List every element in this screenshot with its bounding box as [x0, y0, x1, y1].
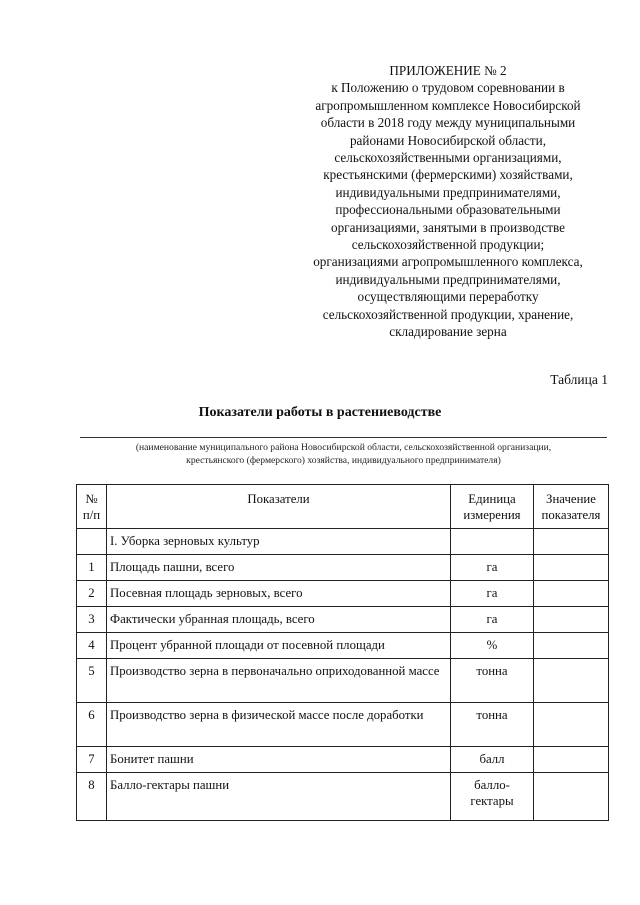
row-num: 8	[77, 773, 107, 821]
table-row	[77, 747, 609, 773]
row-unit: %	[451, 633, 534, 659]
row-value[interactable]	[534, 747, 609, 773]
row-value[interactable]	[534, 703, 609, 747]
row-num: 1	[77, 555, 107, 581]
appendix-line: сельскохозяйственной продукции;	[351, 237, 545, 253]
header-indicator: Показатели	[107, 485, 451, 529]
appendix-line: к Положению о трудовом соревновании в	[331, 80, 565, 96]
appendix-line: районами Новосибирской области,	[349, 132, 547, 148]
row-unit: га	[451, 555, 534, 581]
table-row	[77, 633, 609, 659]
caption-line: (наименование муниципального района Новосибирской области, сельскохозяйственной организации,	[135, 442, 552, 453]
section-value-cell	[534, 529, 609, 555]
appendix-line: индивидуальными предпринимателями,	[335, 271, 561, 287]
section-title: I. Уборка зерновых культур	[107, 529, 451, 555]
table-row	[77, 607, 609, 633]
table-row	[77, 581, 609, 607]
blank-fill-line	[80, 437, 607, 438]
table-row	[77, 555, 609, 581]
table-row	[77, 659, 609, 703]
row-value[interactable]	[534, 581, 609, 607]
row-indicator: Площадь пашни, всего	[107, 555, 451, 581]
appendix-line: крестьянскими (фермерскими) хозяйствами,	[323, 167, 573, 183]
document-title: Показатели работы в растениеводстве	[198, 405, 442, 420]
row-num: 7	[77, 747, 107, 773]
header-value: Значение показателя	[534, 485, 609, 529]
appendix-line: агропромышленном комплексе Новосибирской	[315, 97, 581, 113]
row-indicator: Бонитет пашни	[107, 747, 451, 773]
blank-caption	[80, 441, 607, 467]
appendix-line: складирование зерна	[389, 324, 507, 340]
row-unit: тонна	[451, 659, 534, 703]
row-value[interactable]	[534, 773, 609, 821]
row-num: 4	[77, 633, 107, 659]
appendix-line: осуществляющими переработку	[357, 289, 539, 305]
section-num-cell	[77, 529, 107, 555]
row-num: 3	[77, 607, 107, 633]
appendix-line: ПРИЛОЖЕНИЕ № 2	[389, 63, 507, 78]
row-num: 6	[77, 703, 107, 747]
section-unit-cell	[451, 529, 534, 555]
row-unit: балло-гектары	[451, 773, 534, 821]
table-number: Таблица 1	[550, 372, 608, 387]
row-num: 5	[77, 659, 107, 703]
table-row	[77, 703, 609, 747]
row-indicator: Производство зерна в первоначально оприходованной массе	[107, 659, 451, 703]
row-indicator: Посевная площадь зерновых, всего	[107, 581, 451, 607]
appendix-line: области в 2018 году между муниципальными	[320, 115, 576, 131]
row-unit: тонна	[451, 703, 534, 747]
indicators-table	[76, 484, 609, 821]
row-indicator: Балло-гектары пашни	[107, 773, 451, 821]
row-indicator: Производство зерна в физической массе после доработки	[107, 703, 451, 747]
header-num: № п/п	[77, 485, 107, 529]
appendix-line: организациями, занятыми в производстве	[330, 219, 566, 235]
row-indicator: Фактически убранная площадь, всего	[107, 607, 451, 633]
appendix-line: сельскохозяйственной продукции, хранение,	[322, 306, 574, 322]
table-header-row	[77, 485, 609, 529]
row-unit: га	[451, 607, 534, 633]
appendix-line: сельскохозяйственными организациями,	[334, 150, 562, 166]
row-value[interactable]	[534, 555, 609, 581]
appendix-line: профессиональными образовательными	[335, 202, 561, 218]
table-row	[77, 773, 609, 821]
row-unit: балл	[451, 747, 534, 773]
appendix-line: организациями агропромышленного комплекса,	[313, 254, 583, 270]
row-value[interactable]	[534, 607, 609, 633]
row-unit: га	[451, 581, 534, 607]
row-value[interactable]	[534, 633, 609, 659]
section-row	[77, 529, 609, 555]
row-indicator: Процент убранной площади от посевной площади	[107, 633, 451, 659]
appendix-line: индивидуальными предпринимателями,	[335, 184, 561, 200]
appendix-heading	[283, 62, 613, 341]
row-value[interactable]	[534, 659, 609, 703]
header-unit: Единица измерения	[451, 485, 534, 529]
caption-line: крестьянского (фермерского) хозяйства, индивидуального предпринимателя)	[186, 455, 501, 466]
row-num: 2	[77, 581, 107, 607]
